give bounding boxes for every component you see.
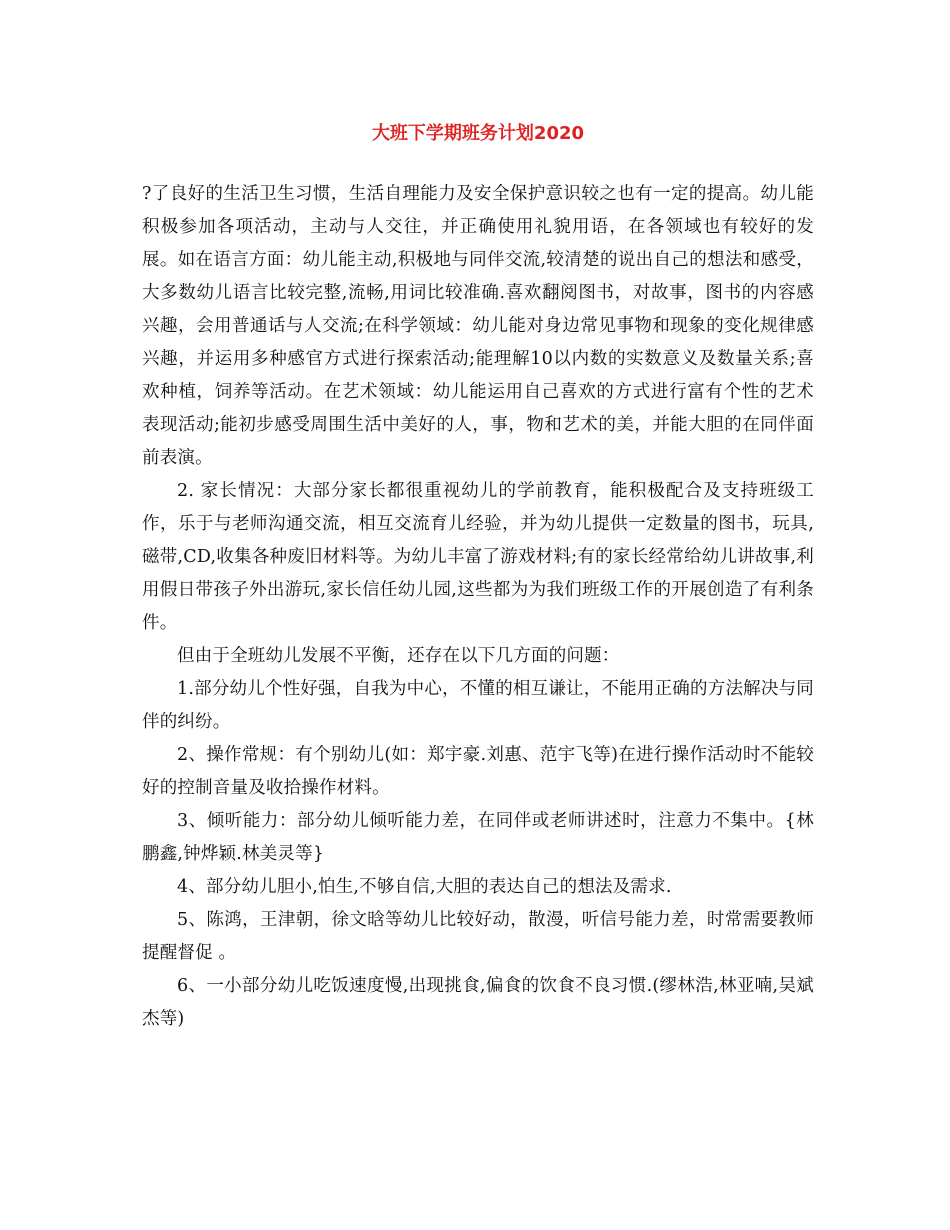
paragraph-problem-4: 4、部分幼儿胆小,怕生,不够自信,大胆的表达自己的想法及需求. (177, 877, 672, 897)
paragraph-problem-1: 1.部分幼儿个性好强，自我为中心，不懂的相互谦让，不能用正确的方法解决与同伴的纠纷。 (142, 679, 814, 732)
paragraph-problems-intro: 但由于全班幼儿发展不平衡，还存在以下几方面的问题： (177, 646, 620, 666)
paragraph-problem-6: 6、一小部分幼儿吃饭速度慢,出现挑食,偏食的饮食不良习惯.(缪林浩,林亚喃,吴斌杰等) (142, 976, 814, 1029)
paragraph-problem-2: 2、操作常规：有个别幼儿(如：郑宇豪.刘惠、范宇飞等)在进行操作活动时不能较好的控制音量及收拾操作材料。 (142, 745, 814, 798)
paragraph-parents-situation: 2. 家长情况：大部分家长都很重视幼儿的学前教育，能积极配合及支持班级工作，乐于与老师沟通交流，相互交流育儿经验，并为幼儿提供一定数量的图书，玩具,磁带,CD,收集各种废旧材料等。为幼儿丰富了游戏材料;有的家长经常给幼儿讲故事,利用假日带孩子外出游玩,家长信任幼儿园,这些都为为我们班级工作的开展创造了有利条件。 (142, 481, 814, 633)
paragraph-problem-5: 5、陈鸿，王津朝，徐文晗等幼儿比较好动，散漫，听信号能力差，时常需要教师提醒督促 。 (142, 910, 814, 963)
paragraph-children-overview: ?了良好的生活卫生习惯，生活自理能力及安全保护意识较之也有一定的提高。幼儿能积极参加各项活动，主动与人交往，并正确使用礼貌用语，在各领域也有较好的发展。如在语言方面：幼儿能主动,积极地与同伴交流,较清楚的说出自己的想法和感受，大多数幼儿语言比较完整,流畅,用词比较准确.喜欢翻阅图书，对故事，图书的内容感兴趣，会用普通话与人交流;在科学领域：幼儿能对身边常见事物和现象的变化规律感兴趣，并运用多种感官方式进行探索活动;能理解10以内数的实数意义及数量关系;喜欢种植，饲养等活动。在艺术领域：幼儿能运用自己喜欢的方式进行富有个性的艺术表现活动;能初步感受周围生活中美好的人，事，物和艺术的美，并能大胆的在同伴面前表演。 (142, 184, 814, 468)
paragraph-problem-3: 3、倾听能力：部分幼儿倾听能力差，在同伴或老师讲述时，注意力不集中。{林鹏鑫,钟烨颖.林美灵等} (142, 811, 814, 864)
page-title: 大班下学期班务计划2020 (371, 123, 585, 144)
